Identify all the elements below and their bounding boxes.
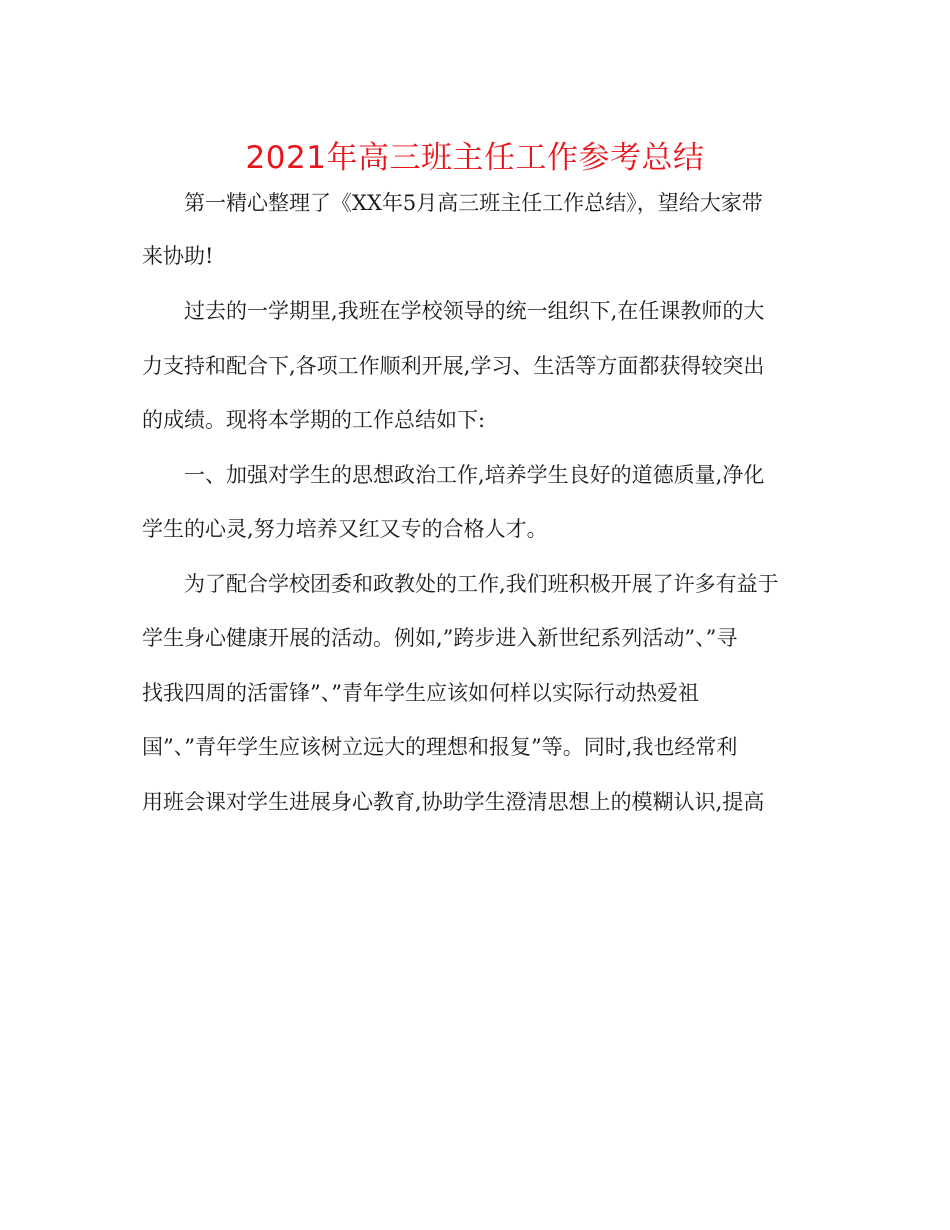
document-title: 2021年高三班主任工作参考总结 bbox=[245, 140, 705, 176]
paragraph-line-7: 学生的心灵,努力培养又红又专的合格人才。 bbox=[142, 517, 548, 541]
paragraph-line-8: 为了配合学校团委和政教处的工作,我们班积极开展了许多有益于 bbox=[184, 572, 779, 596]
paragraph-line-4: 力支持和配合下,各项工作顺利开展,学习、生活等方面都获得较突出 bbox=[142, 354, 765, 378]
paragraph-line-6: 一、加强对学生的思想政治工作,培养学生良好的道德质量,净化 bbox=[184, 463, 765, 487]
paragraph-line-3: 过去的一学期里,我班在学校领导的统一组织下,在任课教师的大 bbox=[184, 299, 765, 323]
paragraph-line-1: 第一精心整理了《XX年5月高三班主任工作总结》，望给大家带 bbox=[184, 191, 763, 215]
paragraph-line-2: 来协助! bbox=[142, 244, 214, 268]
paragraph-line-9: 学生身心健康开展的活动。例如,”跨步进入新世纪系列活动”、”寻 bbox=[142, 626, 738, 650]
paragraph-line-10: 找我四周的活雷锋”、”青年学生应该如何样以实际行动热爱祖 bbox=[142, 681, 699, 705]
paragraph-line-11: 国”、”青年学生应该树立远大的理想和报复”等。同时,我也经常利 bbox=[142, 735, 738, 759]
paragraph-line-5: 的成绩。现将本学期的工作总结如下: bbox=[142, 408, 486, 432]
paragraph-line-12: 用班会课对学生进展身心教育,协助学生澄清思想上的模糊认识,提高 bbox=[142, 790, 765, 814]
